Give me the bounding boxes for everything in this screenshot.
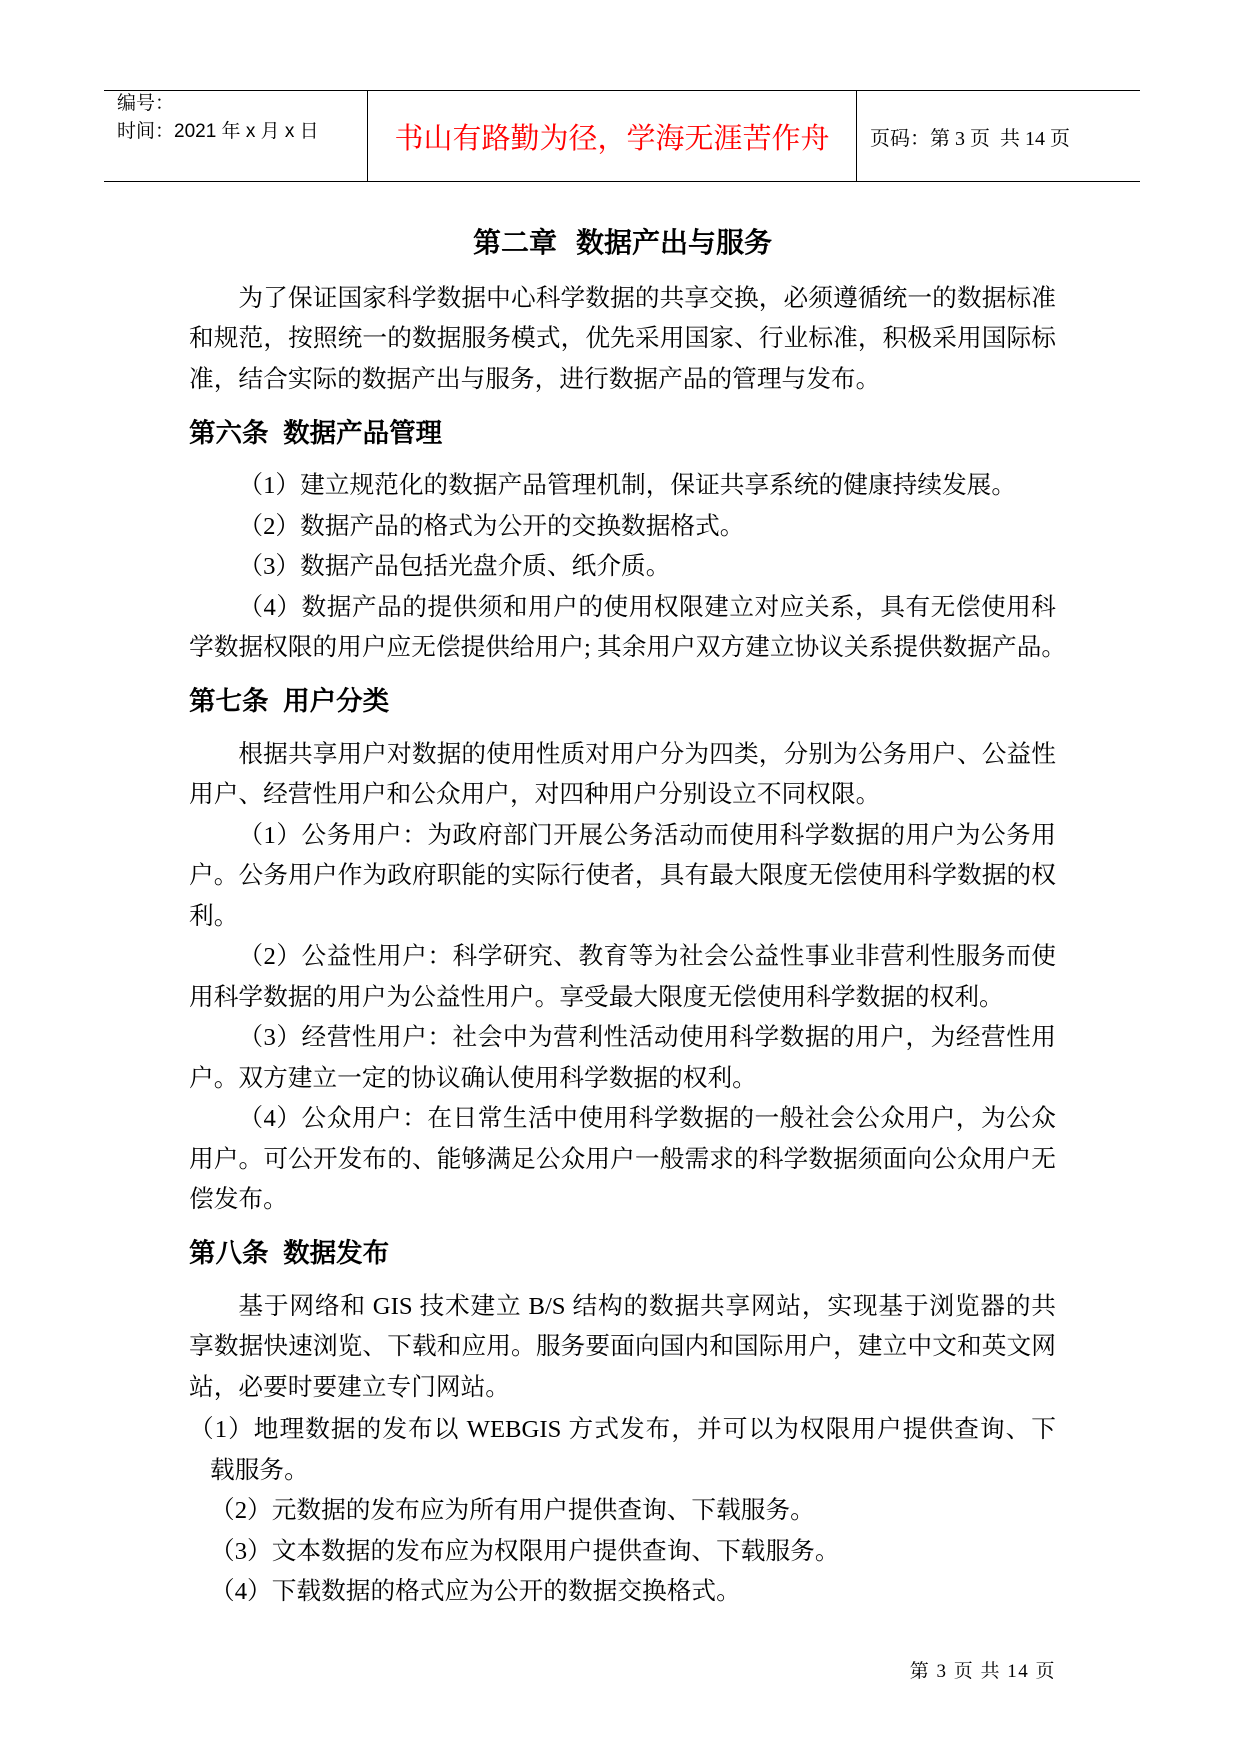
text-line: 基于网络和 GIS 技术建立 B/S 结构的数据共享网站，实现基于浏览器的共 — [238, 1292, 1056, 1320]
paragraph — [189, 1018, 1056, 1099]
footer-page-number: 第 3 页 共 14 页 — [909, 1661, 1056, 1682]
text-line: （2）数据产品的格式为公开的交换数据格式。 — [238, 512, 745, 540]
list-item — [189, 1491, 1056, 1532]
text-line: 户。双方建立一定的协议确认使用科学数据的权利。 — [189, 1064, 757, 1092]
document-number-label: 编号： — [117, 93, 175, 114]
header-meta-cell — [104, 91, 368, 181]
text-line: （4）下载数据的格式应为公开的数据交换格式。 — [210, 1578, 741, 1606]
chapter-intro-paragraph — [189, 279, 1056, 401]
text-line: 户。公务用户作为政府职能的实际行使者，具有最大限度无偿使用科学数据的权 — [189, 862, 1056, 890]
text-line: 根据共享用户对数据的使用性质对用户分为四类，分别为公务用户、公益性 — [238, 740, 1056, 768]
document-body — [189, 224, 1067, 1613]
text-line: 用户。可公开发布的、能够满足公众用户一般需求的科学数据须面向公众用户无 — [189, 1145, 1056, 1173]
article-7-section — [189, 681, 1056, 1221]
list-item — [189, 1532, 1056, 1573]
article-heading: 第六条 数据产品管理 — [189, 417, 443, 448]
article-heading: 第八条 数据发布 — [189, 1238, 390, 1269]
text-line: （1）地理数据的发布以 WEBGIS 方式发布，并可以为权限用户提供查询、下 — [189, 1416, 1056, 1444]
paragraph — [189, 937, 1056, 1018]
text-line: 学数据权限的用户应无偿提供给用户; 其余用户双方建立协议关系提供数据产品。 — [189, 634, 1067, 662]
text-line: （3）数据产品包括光盘介质、纸介质。 — [238, 553, 671, 581]
page-header — [104, 90, 1140, 182]
text-line: （2）元数据的发布应为所有用户提供查询、下载服务。 — [210, 1497, 815, 1525]
header-motto-cell — [368, 91, 857, 181]
paragraph — [189, 466, 1056, 507]
paragraph — [189, 1099, 1056, 1221]
chapter-title: 第二章 数据产出与服务 — [472, 228, 772, 259]
text-line: （1）公务用户：为政府部门开展公务活动而使用科学数据的用户为公务用 — [238, 821, 1056, 849]
paragraph — [189, 547, 1056, 588]
text-line: （4）公众用户：在日常生活中使用科学数据的一般社会公众用户，为公众 — [238, 1105, 1056, 1133]
text-line: 载服务。 — [210, 1456, 309, 1484]
article-heading: 第七条 用户分类 — [189, 686, 390, 717]
text-line: 用科学数据的用户为公益性用户。享受最大限度无偿使用科学数据的权利。 — [189, 983, 1004, 1011]
header-page-cell — [857, 91, 1140, 181]
text-line: 利。 — [189, 902, 239, 930]
list-item — [189, 1572, 1056, 1613]
text-line: （3）经营性用户：社会中为营利性活动使用科学数据的用户，为经营性用 — [238, 1024, 1056, 1052]
paragraph — [189, 588, 1067, 669]
document-date-label: 时间：2021 年 x 月 x 日 — [117, 121, 319, 142]
paragraph — [189, 1287, 1056, 1409]
text-line: 和规范，按照统一的数据服务模式，优先采用国家、行业标准，积极采用国际标 — [189, 325, 1056, 352]
header-motto: 书山有路勤为径，学海无涯苦作舟 — [394, 122, 830, 155]
text-line: 站，必要时要建立专门网站。 — [189, 1373, 510, 1401]
text-line: （3）文本数据的发布应为权限用户提供查询、下载服务。 — [210, 1537, 840, 1565]
text-line: （4）数据产品的提供须和用户的使用权限建立对应关系，具有无偿使用科 — [238, 593, 1056, 621]
header-page-info: 页码：第 3 页 共 14 页 — [870, 127, 1070, 150]
text-line: （2）公益性用户：科学研究、教育等为社会公益性事业非营利性服务而使 — [238, 943, 1056, 971]
text-line: 用户、经营性用户和公众用户，对四种用户分别设立不同权限。 — [189, 781, 881, 809]
paragraph — [189, 507, 1056, 548]
list-item — [189, 1410, 1056, 1491]
publication-list — [189, 1410, 1056, 1613]
paragraph — [189, 816, 1056, 938]
text-line: 享数据快速浏览、下载和应用。服务要面向国内和国际用户，建立中文和英文网 — [189, 1333, 1056, 1361]
article-6-section — [189, 413, 1067, 669]
page-footer — [856, 1636, 1056, 1708]
paragraph — [189, 735, 1056, 816]
text-line: 准，结合实际的数据产出与服务，进行数据产品的管理与发布。 — [189, 365, 881, 393]
article-8-section — [189, 1233, 1056, 1613]
text-line: （1）建立规范化的数据产品管理机制，保证共享系统的健康持续发展。 — [238, 472, 1017, 500]
text-line: 偿发布。 — [189, 1186, 288, 1214]
text-line: 为了保证国家科学数据中心科学数据的共享交换，必须遵循统一的数据标准 — [238, 284, 1056, 312]
